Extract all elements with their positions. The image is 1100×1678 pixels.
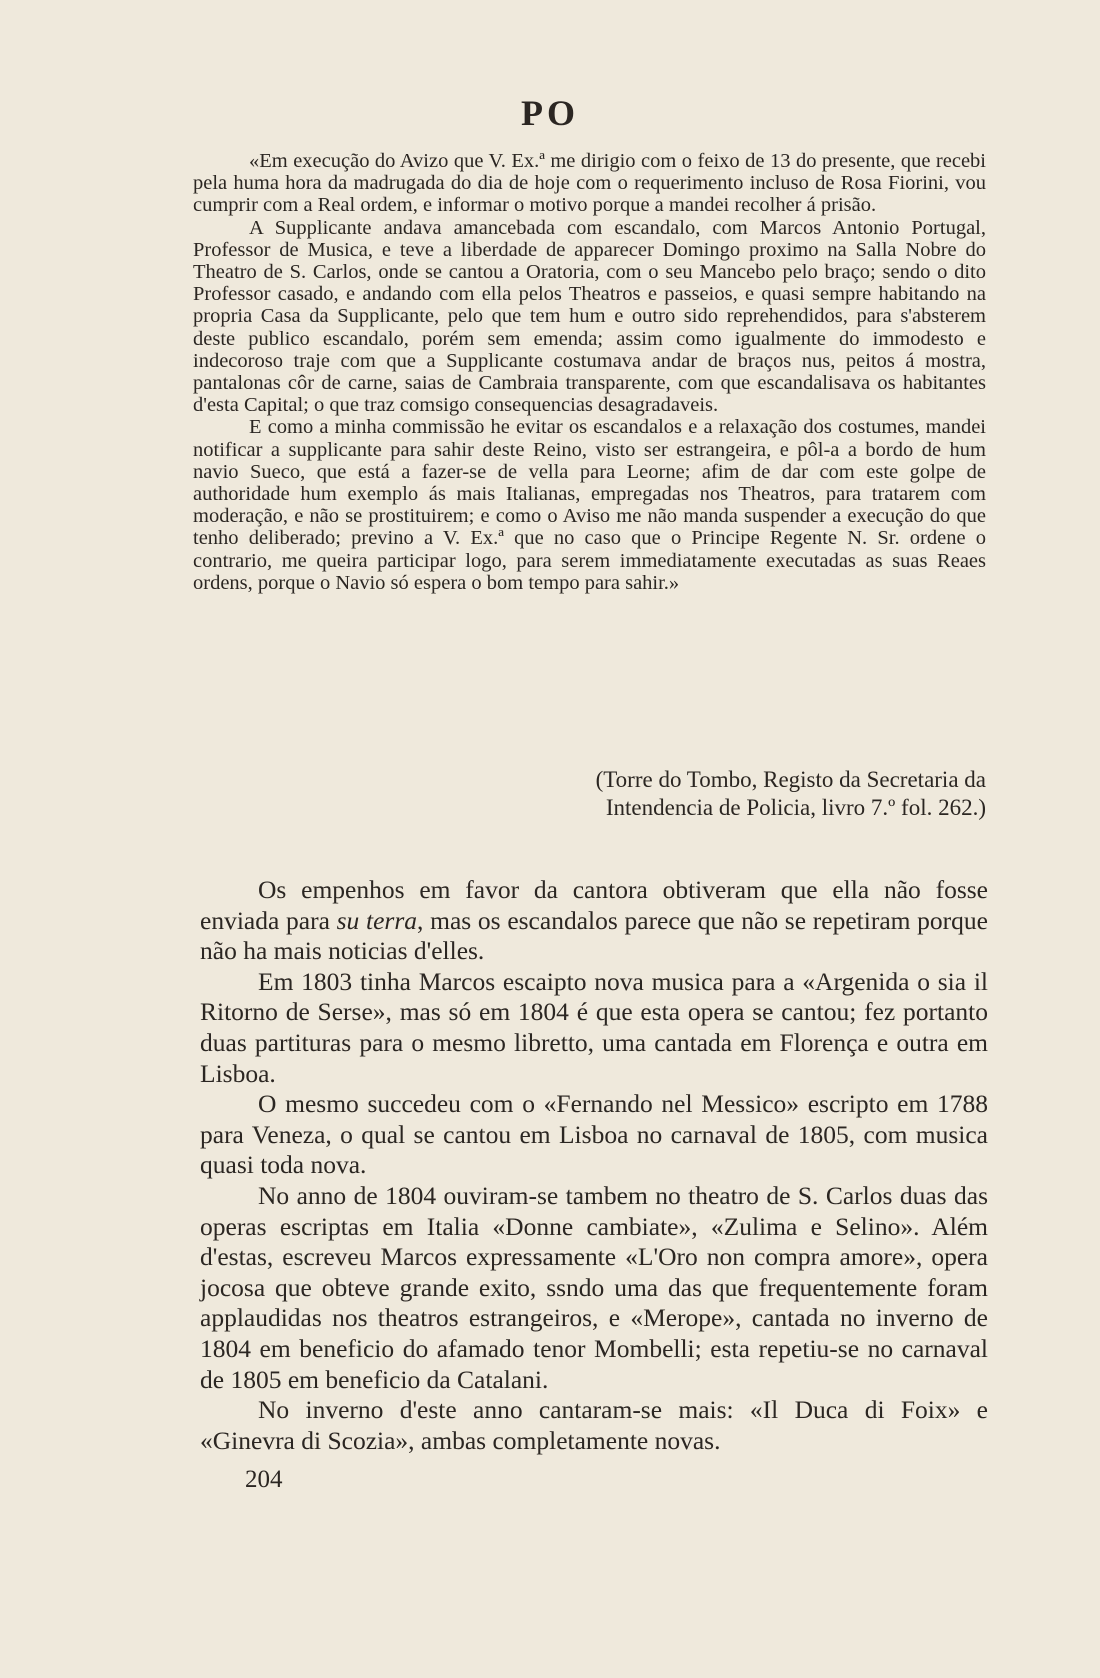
running-head: PO — [521, 93, 579, 133]
quote-paragraph-3: E como a minha commissão he evitar os escandalos e a relaxação dos costumes, mandei notificar a supplicante para sahir deste Reino, visto ser estrangeira, e pôl-a a bordo de hum navio Sueco, que está a fazer-se de vella para Leorne; afim de dar com este golpe de authoridade hum exemplo ás mais Italianas, empregadas nos Theatros, para tratarem com moderação, e não se prostituirem; e como o Aviso me não manda suspender a execução do que tenho deliberado; previno a V. Ex.ª que no caso que o Principe Regente N. Sr. ordene o contrario, me queira participar logo, para serem immediatamente executadas as suas Reaes ordens, porque o Navio só espera o bom tempo para sahir.» — [193, 416, 986, 594]
body-paragraph-4: No anno de 1804 ouviram-se tambem no theatro de S. Carlos duas das operas escriptas em Italia «Donne cambiate», «Zulima e Selino». Além d'estas, escreveu Marcos expressamente «L'Oro non compra amore», opera jocosa que obteve grande exito, ssndo uma das que frequentemente foram applaudidas nos theatros estrangeiros, e «Merope», cantada no inverno de 1804 em beneficio do afamado tenor Mombelli; esta repetiu-se no carnaval de 1805 em beneficio da Catalani. — [200, 1180, 988, 1394]
page-number: 204 — [245, 1466, 283, 1493]
body-p1-start: Os empenhos em favor da cantora obtiveram que ella não fosse enviada para — [200, 875, 988, 935]
source-line-1: (Torre do Tombo, Registo da Secretaria da — [595, 767, 986, 792]
body-text — [200, 875, 988, 1456]
quote-paragraph-2: A Supplicante andava amancebada com escandalo, com Marcos Antonio Portugal, Professor de Musica, e teve a liberdade de apparecer Domingo proximo na Salla Nobre do Theatro de S. Carlos, onde se cantou a Oratoria, com o seu Mancebo pelo braço; sendo o dito Professor casado, e andando com ella pelos Theatros e passeios, e quasi sempre habitando na propria Casa da Supplicante, pelo que tem hum e outro sido reprehendidos, para s'absterem deste publico escandalo, porém sem emenda; assim como igualmente do immodesto e indecoroso traje com que a Supplicante costumava andar de braços nus, peitos á mostra, pantalonas côr de carne, saias de Cambraia transparente, com que escandalisava os habitantes d'esta Capital; o que traz comsigo consequencias desagradaveis. — [193, 216, 986, 417]
body-paragraph-1 — [200, 875, 988, 967]
body-paragraph-2: Em 1803 tinha Marcos escaipto nova musica para a «Argenida o sia il Ritorno de Serse», mas só em 1804 é que esta opera se cantou; fez portanto duas partituras para o mesmo libretto, uma cantada em Florença e outra em Lisboa. — [200, 966, 988, 1088]
body-p1-end: , mas os escandalos parece que não se repetiram porque não ha mais noticias d'elles. — [200, 905, 988, 966]
body-paragraph-3: O mesmo succedeu com o «Fernando nel Messico» escripto em 1788 para Veneza, o qual se cantou em Lisboa no carnaval de 1805, com musica quasi toda nova. — [200, 1089, 988, 1180]
body-paragraph-5: No inverno d'este anno cantaram-se mais: «Il Duca di Foix» e «Ginevra di Scozia», ambas completamente novas. — [200, 1395, 988, 1455]
body-p1-italic: su terra — [336, 905, 418, 935]
quote-paragraph-1: «Em execução do Avizo que V. Ex.ª me dirigio com o feixo de 13 do presente, que recebi pela huma hora da madrugada do dia de hoje com o requerimento incluso de Rosa Fiorini, vou cumprir com a Real ordem, e informar o motivo porque a mandei recolher á prisão. — [193, 150, 986, 217]
source-line-2: Intendencia de Policia, livro 7.º fol. 262.) — [605, 795, 986, 820]
source-citation — [380, 766, 986, 822]
quoted-document — [193, 150, 986, 594]
